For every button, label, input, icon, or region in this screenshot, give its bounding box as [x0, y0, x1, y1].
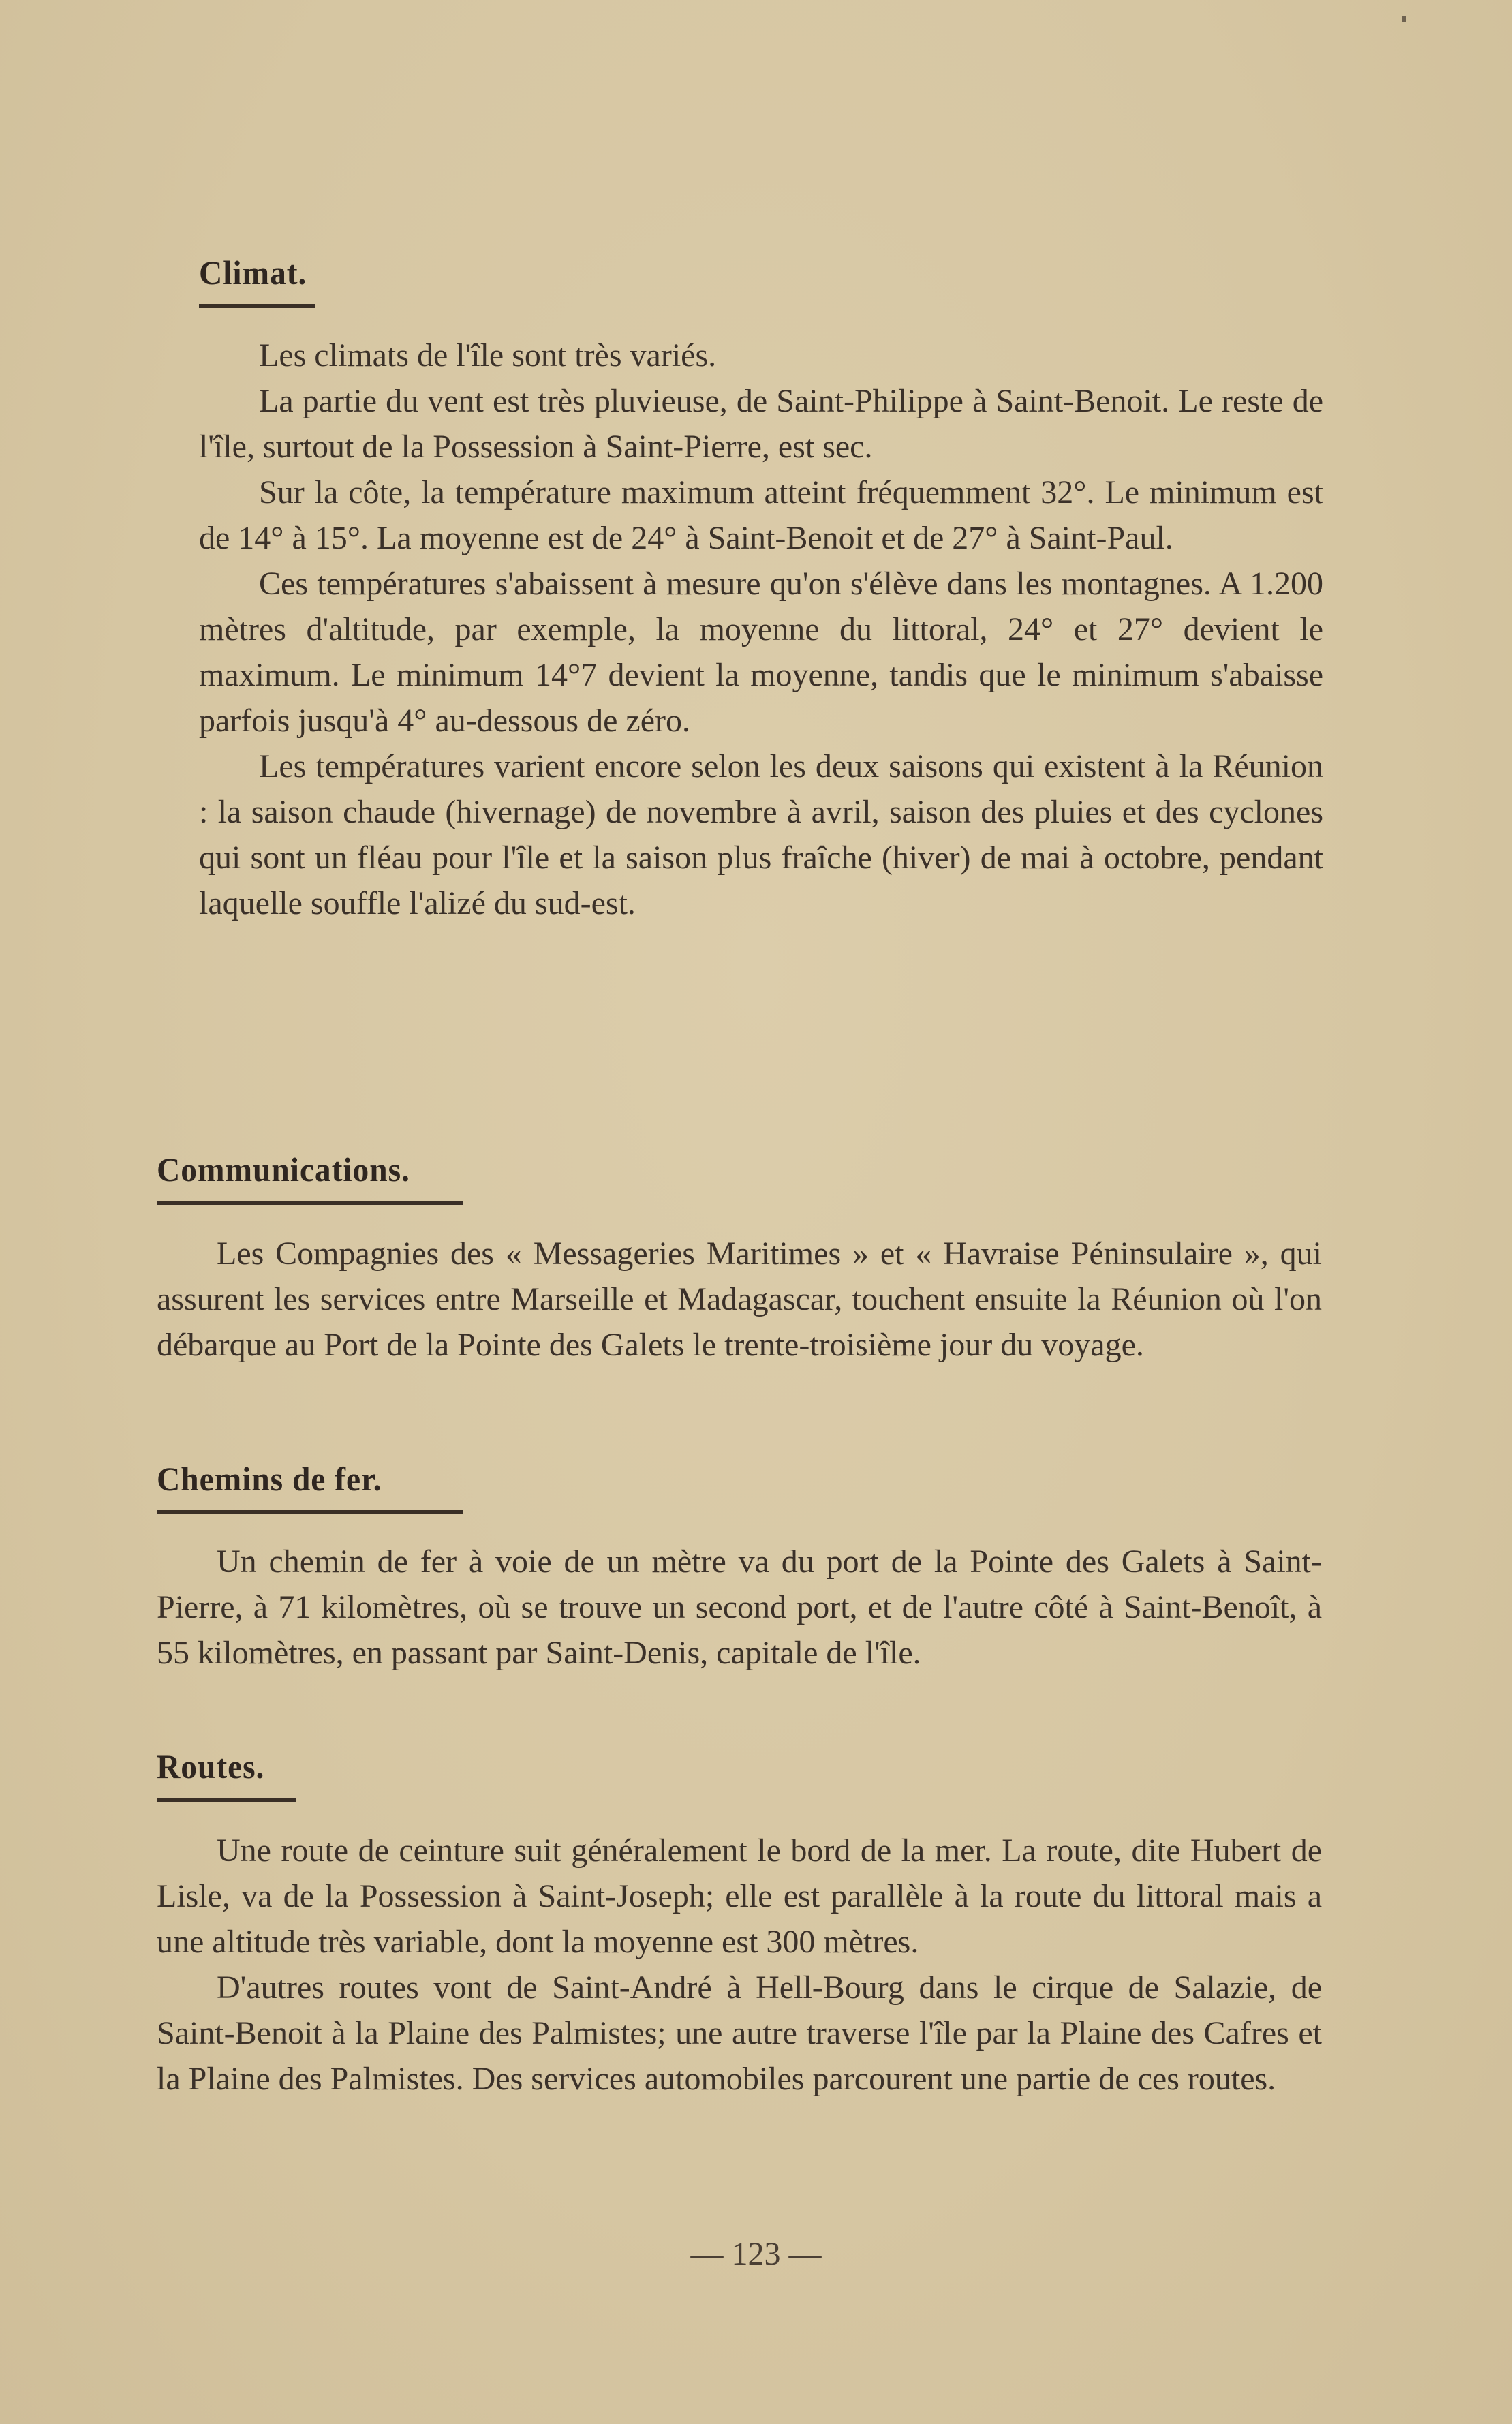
section-body [199, 333, 1323, 926]
paragraph: Un chemin de fer à voie de un mètre va du port de la Pointe des Galets à Saint-Pierre, à 71 kilomètres, où se trouve un second port, et de l'autre côté à Saint-Benoît, à 55 kilomètres, en passant par Saint-Denis, capitale de l'île. [157, 1544, 1322, 1671]
section-climat [199, 252, 1323, 926]
heading-underline [157, 1510, 463, 1514]
section-body [157, 1828, 1322, 2102]
section-heading: Communications. [157, 1150, 410, 1188]
section-body [157, 1231, 1322, 1368]
section-communications [157, 1149, 1322, 1368]
section-chemins-de-fer [157, 1458, 1322, 1676]
page-number: — 123 — [690, 2236, 822, 2272]
heading-underline [199, 304, 315, 308]
section-heading: Chemins de fer. [157, 1460, 382, 1498]
paragraph: Une route de ceinture suit généralement le bord de la mer. La route, dite Hubert de Lisle, va de la Possession à Saint-Joseph; elle est parallèle à la route du littoral mais a une altitude très variable, dont la moyenne est 300 mètres. [157, 1832, 1322, 1960]
paragraph: La partie du vent est très pluvieuse, de Saint-Philippe à Saint-Benoit. Le reste de l'île, surtout de la Possession à Saint-Pierre, est sec. [199, 383, 1323, 465]
heading-underline [157, 1201, 463, 1205]
paragraph: Sur la côte, la température maximum atteint fréquemment 32°. Le minimum est de 14° à 15°. La moyenne est de 24° à Saint-Benoit et de 27° à Saint-Paul. [199, 474, 1323, 556]
section-routes [157, 1746, 1322, 2102]
paragraph: D'autres routes vont de Saint-André à Hell-Bourg dans le cirque de Salazie, de Saint-Benoit à la Plaine des Palmistes; une autre traverse l'île par la Plaine des Cafres et la Plaine des Palmistes. Des services automobiles parcourent une partie de ces routes. [157, 1969, 1322, 2097]
paragraph: Ces températures s'abaissent à mesure qu'on s'élève dans les montagnes. A 1.200 mètres d'altitude, par exemple, la moyenne du littoral, 24° et 27° devient le maximum. Le minimum 14°7 devient la moyenne, tandis que le minimum s'abaisse parfois jusqu'à 4° au-dessous de zéro. [199, 566, 1323, 739]
section-heading: Routes. [157, 1747, 265, 1785]
section-heading: Climat. [199, 254, 307, 292]
ink-speck [1402, 16, 1406, 22]
section-body [157, 1539, 1322, 1676]
paragraph: Les températures varient encore selon les deux saisons qui existent à la Réunion : la saison chaude (hivernage) de novembre à avril, saison des pluies et des cyclones qui sont un fléau pour l'île et la saison plus fraîche (hiver) de mai à octobre, pendant laquelle souffle l'alizé du sud-est. [199, 748, 1323, 921]
heading-underline [157, 1798, 296, 1802]
paragraph: Les Compagnies des « Messageries Maritimes » et « Havraise Péninsulaire », qui assurent les services entre Marseille et Madagascar, touchent ensuite la Réunion où l'on débarque au Port de la Pointe des Galets le trente-troisième jour du voyage. [157, 1236, 1322, 1363]
paragraph: Les climats de l'île sont très variés. [259, 337, 717, 373]
